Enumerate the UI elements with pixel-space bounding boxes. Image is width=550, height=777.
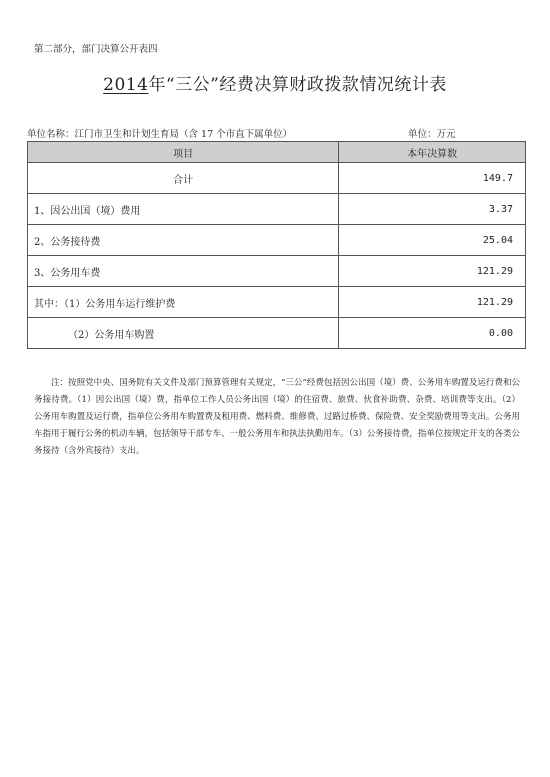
table-row xyxy=(28,194,526,225)
table-row xyxy=(28,256,526,287)
table-row-total xyxy=(28,163,526,194)
row-label: 2、公务接待费 xyxy=(28,225,339,256)
page-title xyxy=(0,70,550,95)
table-header-row xyxy=(28,142,526,163)
row-value: 149.7 xyxy=(339,163,526,194)
row-value: 25.04 xyxy=(339,225,526,256)
title-year: 2014 xyxy=(103,75,149,95)
header-amount: 本年决算数 xyxy=(339,142,526,163)
row-value: 3.37 xyxy=(339,194,526,225)
currency-unit: 单位：万元 xyxy=(408,129,456,140)
row-label: （2）公务用车购置 xyxy=(28,318,339,349)
footnote: 注：按照党中央、国务院有关文件及部门预算管理有关规定，“三公”经费包括因公出国（境）费、公务用车购置及运行费和公务接待费。（1）因公出国（境）费，指单位工作人员公务出国（境）的住宿费、旅费、伙食补助费、杂费、培训费等支出。（2）公务用车购置及运行费，指单位公务用车购置费及租用费、燃料费、维修费、过路过桥费、保险费、安全奖励费用等支出。公务用车指用于履行公务的机动车辆，包括领导干部专车、一般公务用车和执法执勤用车。（3）公务接待费，指单位按规定开支的各类公务接待（含外宾接待）支出。 xyxy=(34,378,520,456)
table-row xyxy=(28,225,526,256)
title-text: 年“三公”经费决算财政拨款情况统计表 xyxy=(148,75,447,95)
row-value: 0.00 xyxy=(339,318,526,349)
row-label: 3、公务用车费 xyxy=(28,256,339,287)
row-label: 1、因公出国（境）费用 xyxy=(28,194,339,225)
section-label: 第二部分，部门决算公开表四 xyxy=(34,44,158,55)
row-label: 其中：（1）公务用车运行维护费 xyxy=(28,287,339,318)
row-value: 121.29 xyxy=(339,287,526,318)
expense-table xyxy=(27,141,526,349)
row-label: 合计 xyxy=(28,163,339,194)
table-row xyxy=(28,287,526,318)
row-value: 121.29 xyxy=(339,256,526,287)
unit-name: 单位名称：江门市卫生和计划生育局（含 17 个市直下属单位） xyxy=(27,129,293,140)
table-row xyxy=(28,318,526,349)
header-item: 项目 xyxy=(28,142,339,163)
